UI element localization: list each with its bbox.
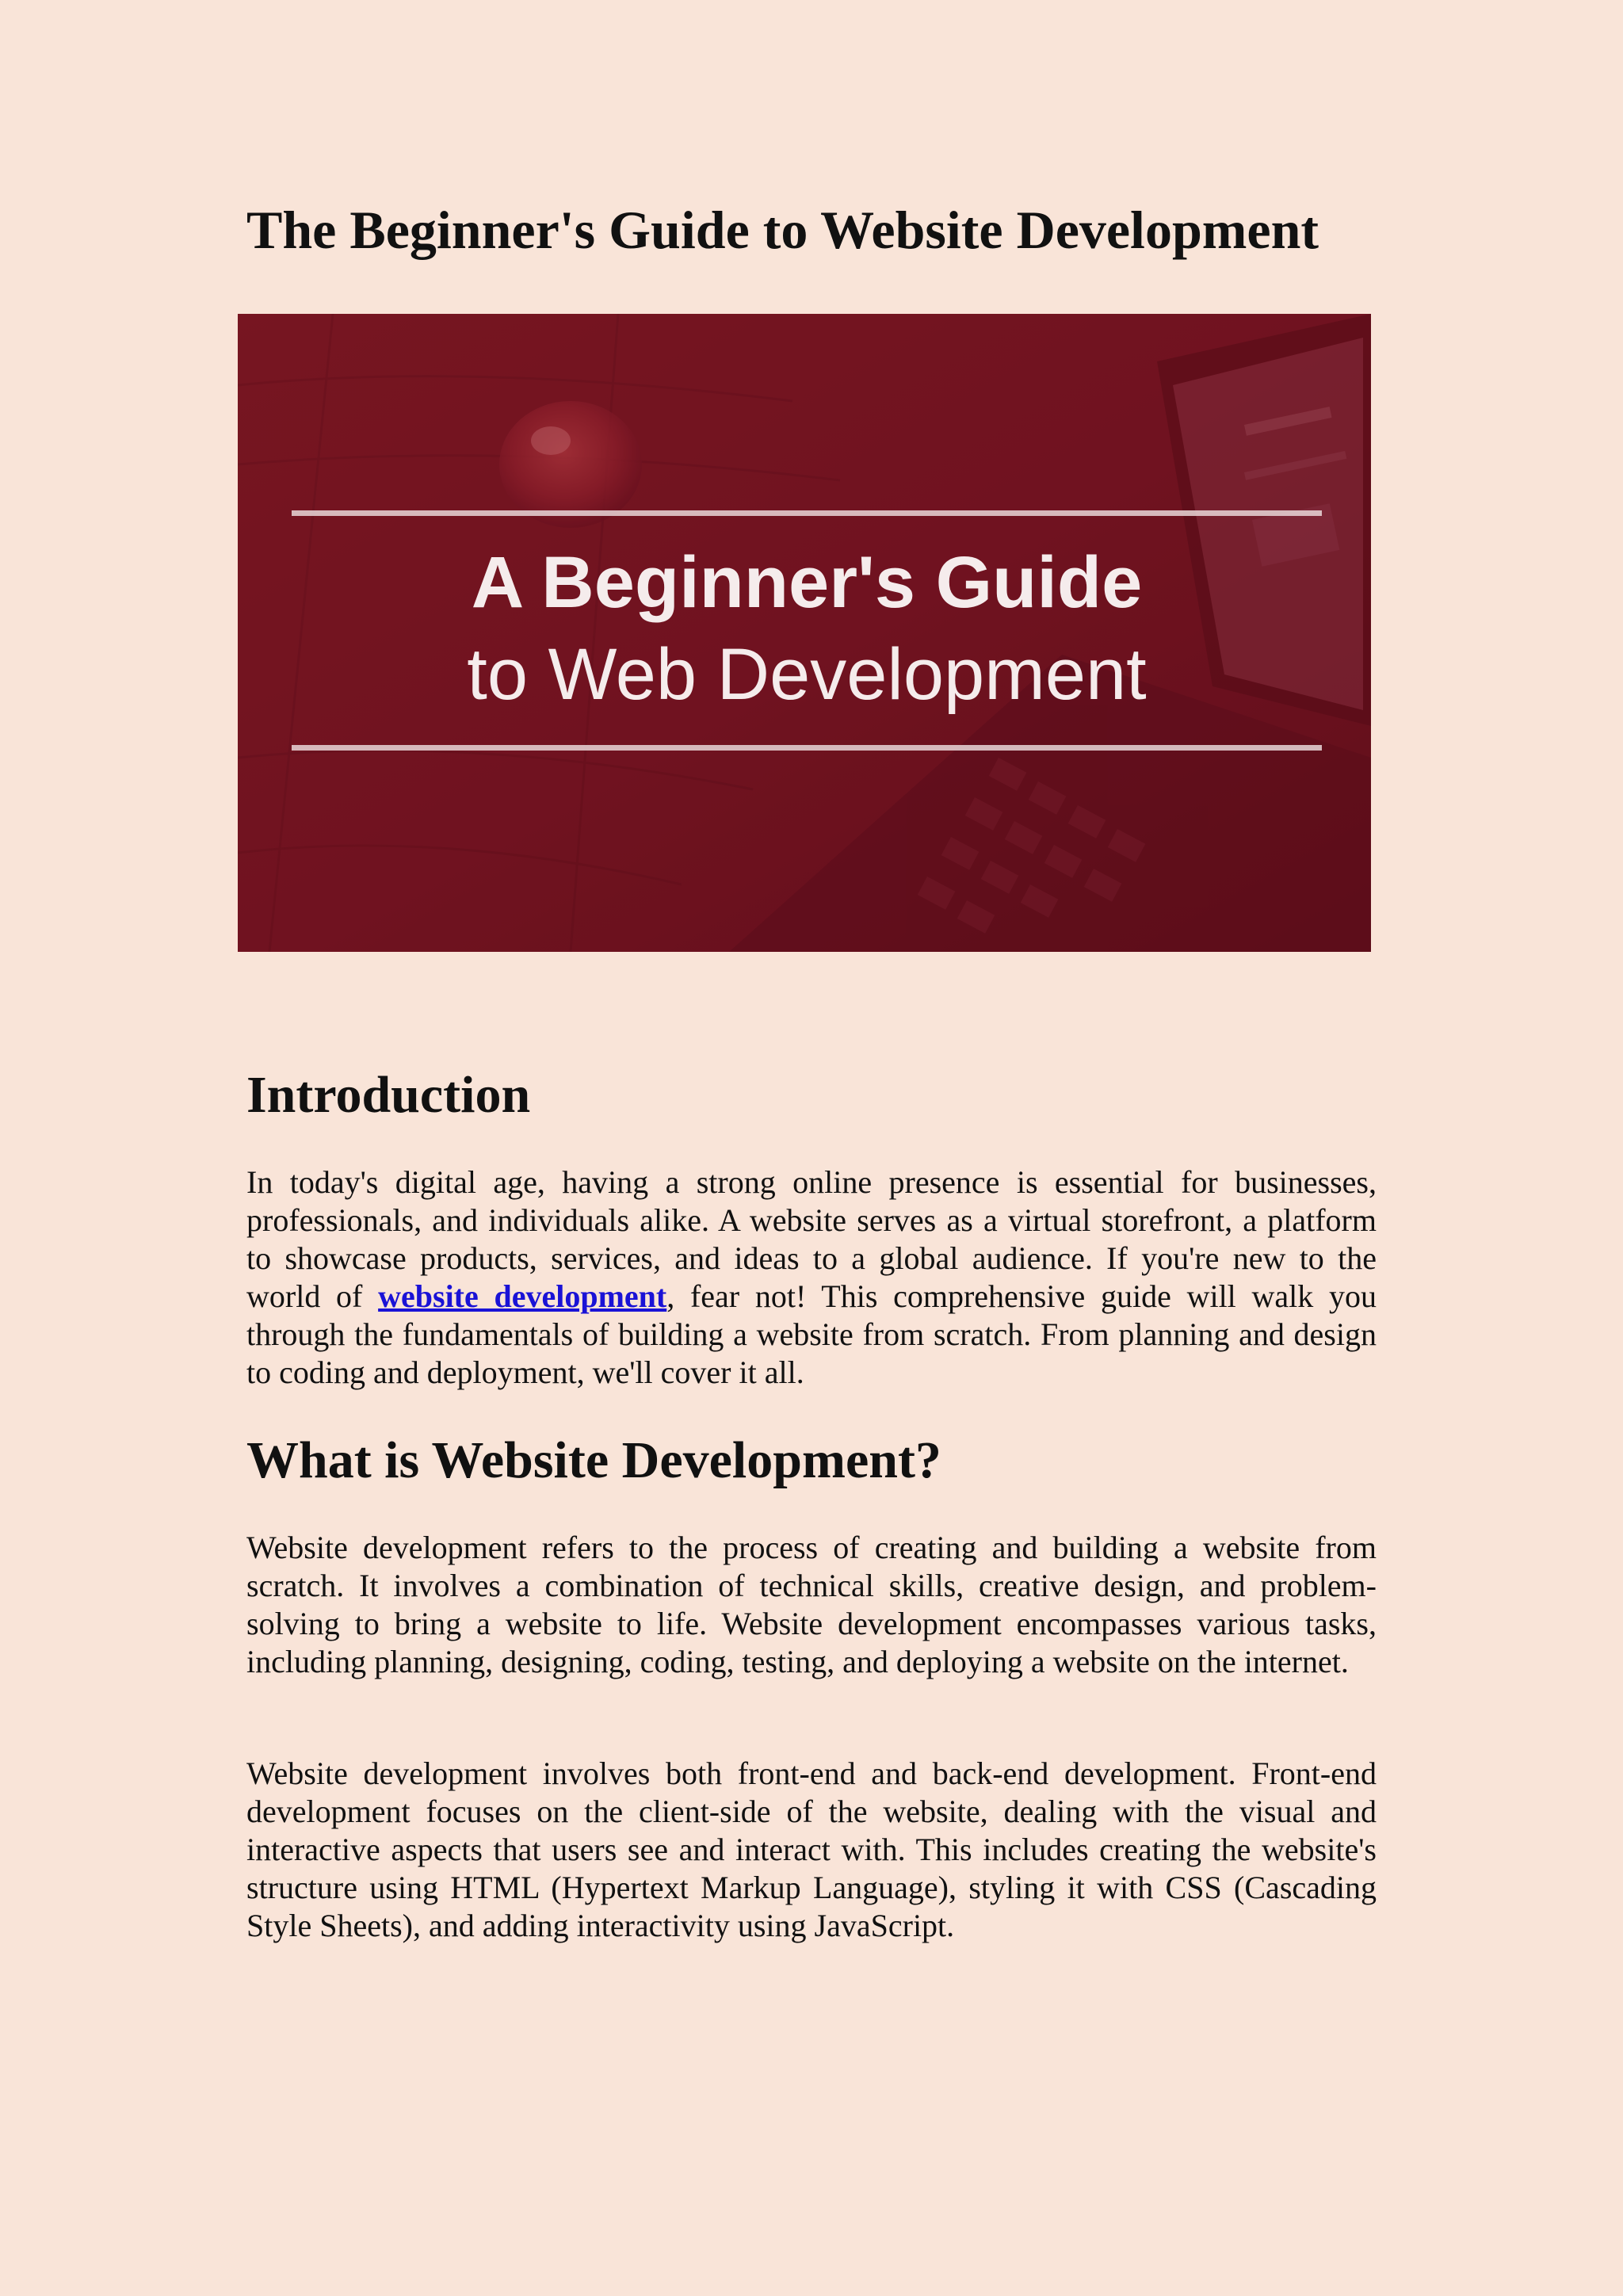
what-paragraph-2: Website development involves both front-end and back-end development. Front-end development focuses on the client-side of the website, dealing with the visual and interactive aspects that users see and interact with. This includes creating the website's structure using HTML (Hypertext Markup Language), styling it with CSS (Cascading Style Sheets), and adding interactivity using JavaScript. bbox=[246, 1755, 1377, 1943]
intro-text-end: , fear not! This comprehensive guide will walk you through the fundamentals of building a website from scratch. From planning and design to coding and deployment, we'll cover it all. bbox=[246, 1278, 1377, 1390]
intro-text-start: In today's digital age, having a strong online presence is essential for businesses, professionals, and individuals alike. A website serves as a virtual storefront, a platform to showcase products, services, and ideas to a global audience. If you're new to the world of bbox=[246, 1164, 1377, 1314]
hero-line1: A Beginner's Guide bbox=[471, 542, 1143, 623]
intro-paragraph bbox=[246, 1163, 1377, 1392]
hero-top-rule bbox=[292, 510, 1322, 516]
what-paragraph-1: Website development refers to the process of creating and building a website from scratch. It involves a combination of technical skills, creative design, and problem-solving to bring a website to life. Website development encompasses various tasks, including planning, designing, coding, testing, and deploying a website on the internet. bbox=[246, 1530, 1377, 1679]
hero-bottom-rule bbox=[292, 745, 1322, 751]
page-title: The Beginner's Guide to Website Development bbox=[246, 200, 1319, 260]
hero-image bbox=[238, 314, 1371, 952]
hero-line2: to Web Development bbox=[467, 634, 1147, 715]
section-heading-introduction: Introduction bbox=[246, 1066, 531, 1124]
section-heading-what-is: What is Website Development? bbox=[246, 1431, 941, 1489]
website-development-link[interactable]: website development bbox=[378, 1278, 667, 1314]
